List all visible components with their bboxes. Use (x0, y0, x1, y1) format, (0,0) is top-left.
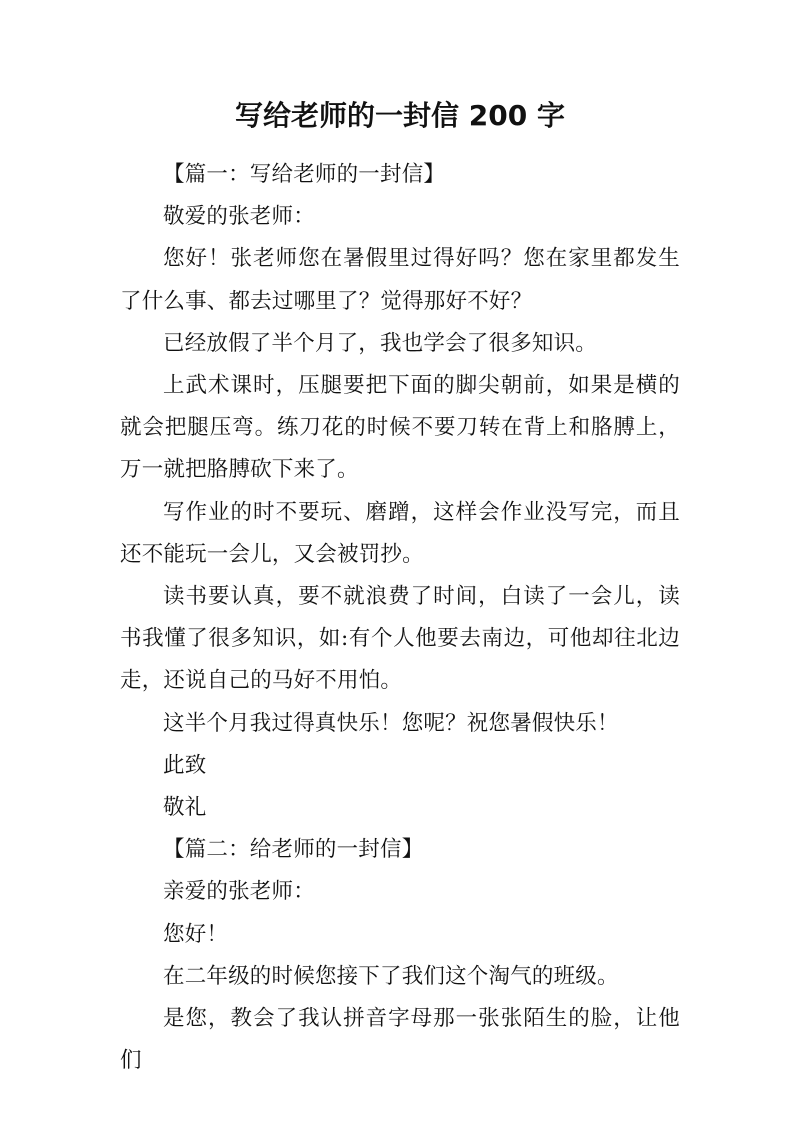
section-heading-1: 【篇一：写给老师的一封信】 (163, 162, 446, 187)
paragraph: 在二年级的时候您接下了我们这个淘气的班级。 (163, 963, 619, 989)
salutation-1: 敬爱的张老师： (163, 204, 315, 230)
paragraph: 上武术课时，压腿要把下面的脚尖朝前，如果是横的就会把腿压弯。练刀花的时候不要刀转在背上和胳膊上，万一就把胳膊砍下来了。 (120, 373, 680, 483)
paragraph: 已经放假了半个月了，我也学会了很多知识。 (163, 330, 598, 356)
section-heading-2: 【篇二：给老师的一封信】 (163, 837, 424, 863)
document-body (120, 154, 680, 1082)
salutation-2: 亲爱的张老师： (163, 879, 315, 905)
paragraph: 是您，教会了我认拼音字母那一张张陌生的脸，让他们 (120, 1006, 680, 1074)
paragraph: 这半个月我过得真快乐！您呢？祝您暑假快乐！ (163, 710, 619, 736)
paragraph: 您好！张老师您在暑假里过得好吗？您在家里都发生了什么事、都去过哪里了？觉得那好不好？ (120, 246, 680, 314)
closing-line: 敬礼 (163, 795, 207, 821)
closing-line: 此致 (163, 752, 207, 778)
paragraph: 写作业的时不要玩、磨蹭，这样会作业没写完，而且还不能玩一会儿，又会被罚抄。 (120, 499, 680, 567)
paragraph: 您好！ (163, 921, 229, 947)
document-title: 写给老师的一封信 200 字 (235, 99, 565, 132)
paragraph: 读书要认真，要不就浪费了时间，白读了一会儿，读书我懂了很多知识，如:有个人他要去南边，可他却往北边走，还说自己的马好不用怕。 (120, 584, 680, 694)
